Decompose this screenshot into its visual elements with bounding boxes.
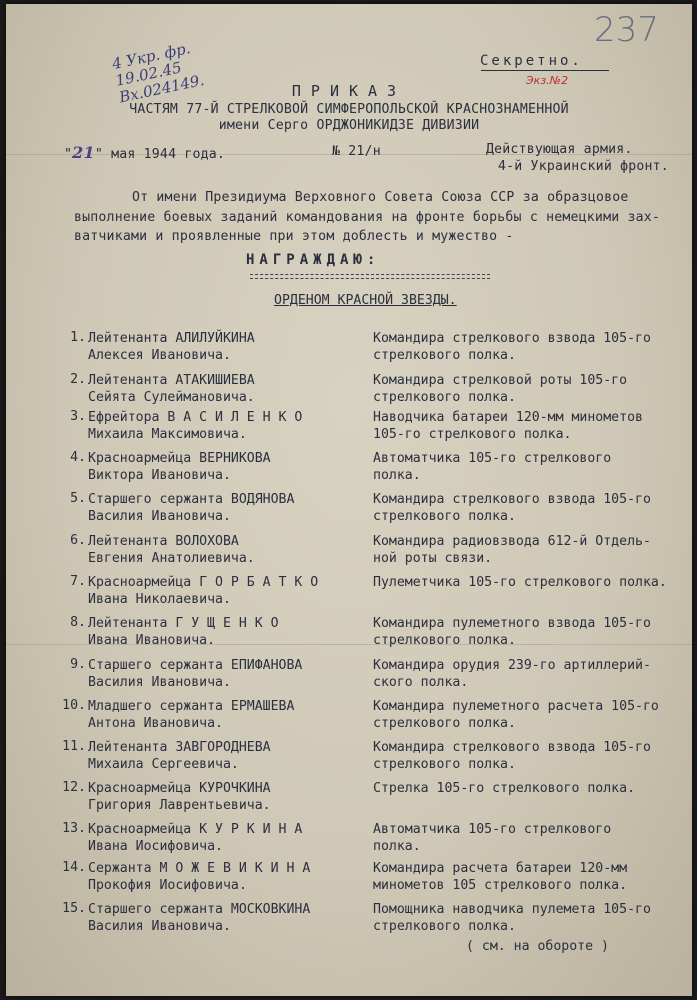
award-entry — [6, 615, 692, 655]
recipient-position: Командира расчета батареи 120-мм минометов 105 стрелкового полка. — [373, 861, 628, 893]
document-page — [6, 4, 692, 996]
order-title: ПРИКАЗ — [291, 82, 407, 100]
preamble-line-3: ватчиками и проявленные при этом доблесть и мужество - — [74, 229, 514, 244]
entry-number: 9. — [70, 657, 86, 672]
front-label: 4-й Украинский фронт. — [498, 159, 669, 174]
recipient-name: Старшего сержанта ЕПИФАНОВА Василия Ивановича. — [88, 658, 303, 690]
recipient-name: Лейтенанта ВОЛОХОВА Евгения Анатолиевича. — [88, 534, 255, 566]
entry-number: 2. — [70, 372, 86, 387]
award-entry — [6, 739, 692, 779]
recipient-position: Стрелка 105-го стрелкового полка. — [373, 781, 636, 796]
entry-number: 12. — [62, 780, 86, 795]
award-entry — [6, 491, 692, 531]
entry-number: 8. — [70, 615, 86, 630]
secrecy-underline — [481, 70, 609, 71]
recipient-position: Наводчика батареи 120-мм минометов 105-го стрелкового полка. — [373, 410, 643, 442]
award-entry — [6, 860, 692, 900]
recipient-name: Лейтенанта Г У Щ Е Н К О Ивана Ивановича. — [88, 616, 279, 648]
award-underline — [250, 278, 490, 279]
recipient-name: Младшего сержанта ЕРМАШЕВА Антона Ивановича. — [88, 699, 295, 731]
army-label: Действующая армия. — [486, 142, 633, 157]
recipient-position: Командира орудия 239-го артиллерий- ского полка. — [373, 658, 651, 690]
see-reverse-note: ( см. на обороте ) — [466, 939, 609, 954]
recipient-position: Автоматчика 105-го стрелкового полка. — [373, 451, 612, 483]
recipient-name: Красноармейца КУРОЧКИНА Григория Лаврентьевича. — [88, 781, 271, 813]
entry-number: 4. — [70, 450, 86, 465]
archive-page-number: 237 — [594, 10, 659, 50]
recipient-name: Красноармейца К У Р К И Н А Ивана Иосифовича. — [88, 822, 303, 854]
order-number: № 21/н — [332, 144, 381, 159]
date-day: 21 — [72, 143, 95, 162]
recipient-name: Лейтенанта АЛИЛУЙКИНА Алексея Ивановича. — [88, 331, 255, 363]
recipient-name: Старшего сержанта ВОДЯНОВА Василия Ивановича. — [88, 492, 295, 524]
award-entry — [6, 901, 692, 941]
award-entry — [6, 533, 692, 573]
recipient-name: Лейтенанта АТАКИШИЕВА Сейята Сулеймановича. — [88, 373, 255, 405]
entry-number: 7. — [70, 574, 86, 589]
date-line: "21" мая 1944 года. — [64, 143, 226, 162]
preamble-line-2: выполнение боевых заданий командования на фронте борьбы с немецкими зах- — [74, 210, 661, 225]
award-entry — [6, 450, 692, 490]
entry-number: 15. — [62, 901, 86, 916]
award-entry — [6, 409, 692, 449]
award-entry — [6, 698, 692, 738]
entry-number: 3. — [70, 409, 86, 424]
recipient-position: Командира стрелковой роты 105-го стрелкового полка. — [373, 373, 628, 405]
title-line-2: имени Серго ОРДЖОНИКИДЗЕ ДИВИЗИИ — [218, 118, 480, 133]
entry-number: 14. — [62, 860, 86, 875]
recipient-position: Командира радиовзвода 612-й Отдель- ной роты связи. — [373, 534, 651, 566]
copy-mark: Экз.№2 — [526, 74, 569, 87]
award-entry — [6, 657, 692, 697]
entry-number: 5. — [70, 491, 86, 506]
date-month-year: мая 1944 года. — [111, 147, 226, 162]
recipient-name: Красноармейца ВЕРНИКОВА Виктора Ивановича. — [88, 451, 271, 483]
title-line-1: ЧАСТЯМ 77-Й СТРЕЛКОВОЙ СИМФЕРОПОЛЬСКОЙ КРАСНОЗНАМЕННОЙ — [129, 102, 569, 117]
entry-number: 1. — [70, 330, 86, 345]
recipient-position: Помощника наводчика пулемета 105-го стрелкового полка. — [373, 902, 651, 934]
handwritten-registration-note: 4 Укр. фр. 19.02.45 Вх.024149. — [110, 39, 206, 107]
award-entry — [6, 574, 692, 614]
secrecy-label: Секретно. — [480, 53, 583, 69]
recipient-position: Командира стрелкового взвода 105-го стрелкового полка. — [373, 492, 651, 524]
entry-number: 13. — [62, 821, 86, 836]
recipient-name: Лейтенанта ЗАВГОРОДНЕВА Михаила Сергеевича. — [88, 740, 271, 772]
award-entry — [6, 330, 692, 370]
recipient-name: Красноармейца Г О Р Б А Т К О Ивана Николаевича. — [88, 575, 319, 607]
recipient-position: Командира стрелкового взвода 105-го стрелкового полка. — [373, 740, 651, 772]
recipient-name: Сержанта М О Ж Е В И К И Н А Прокофия Иосифовича. — [88, 861, 311, 893]
recipient-position: Командира пулеметного расчета 105-го стрелкового полка. — [373, 699, 659, 731]
recipient-position: Командира пулеметного взвода 105-го стрелкового полка. — [373, 616, 651, 648]
recipient-position: Пулеметчика 105-го стрелкового полка. — [373, 575, 667, 590]
award-underline — [250, 274, 490, 275]
recipient-name: Ефрейтора В А С И Л Е Н К О Михаила Максимовича. — [88, 410, 303, 442]
award-heading: НАГРАЖДАЮ: — [246, 252, 381, 268]
award-entry — [6, 372, 692, 412]
order-of-red-star-heading: ОРДЕНОМ КРАСНОЙ ЗВЕЗДЫ. — [274, 293, 457, 308]
preamble-line-1: От имени Президиума Верховного Совета Союза ССР за образцовое — [132, 190, 629, 205]
award-entry — [6, 821, 692, 861]
recipient-position: Командира стрелкового взвода 105-го стрелкового полка. — [373, 331, 651, 363]
recipient-position: Автоматчика 105-го стрелкового полка. — [373, 822, 612, 854]
entry-number: 11. — [62, 739, 86, 754]
entry-number: 10. — [62, 698, 86, 713]
recipient-name: Старшего сержанта МОСКОВКИНА Василия Ивановича. — [88, 902, 311, 934]
entry-number: 6. — [70, 533, 86, 548]
award-entry — [6, 780, 692, 820]
